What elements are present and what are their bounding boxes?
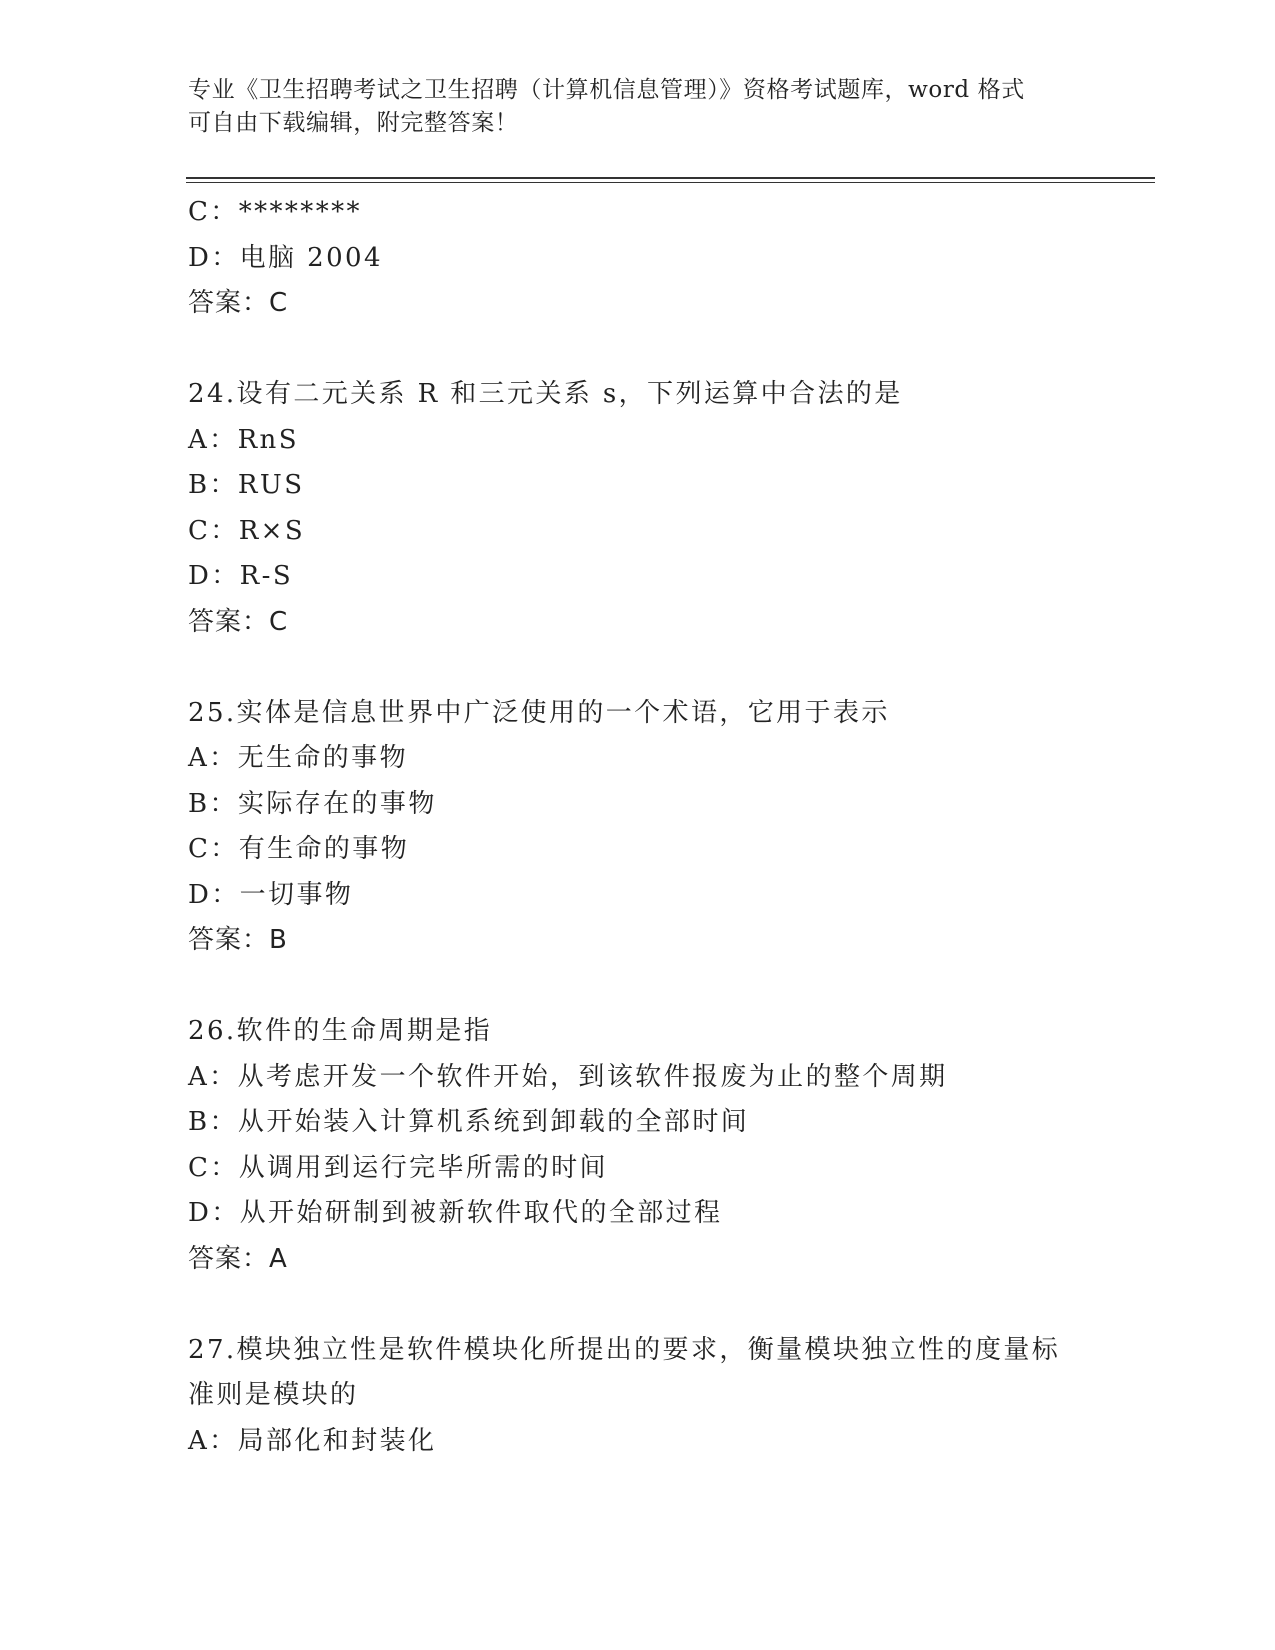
question-text: 25.实体是信息世界中广泛使用的一个术语，它用于表示 [188,697,890,728]
option-line: C：有生命的事物 [188,834,410,864]
option-line: B：RUS [188,470,305,500]
option-line: B：从开始装入计算机系统到卸载的全部时间 [188,1107,750,1137]
option-line: C：******** [188,197,362,227]
option-line: B：实际存在的事物 [188,788,437,819]
option-line: A：局部化和封装化 [188,1425,437,1456]
question-text-continued: 准则是模块的 [188,1380,359,1410]
question-text: 24.设有二元关系 R 和三元关系 s，下列运算中合法的是 [188,379,903,409]
header-line-1: 专业《卫生招聘考试之卫生招聘（计算机信息管理）》资格考试题库，word 格式 [188,77,1025,103]
option-line: A：无生命的事物 [188,743,408,773]
answer-line: 答案：A [188,1243,288,1274]
question-text: 27.模块独立性是软件模块化所提出的要求，衡量模块独立性的度量标 [188,1334,1061,1365]
option-line: C：从调用到运行完毕所需的时间 [188,1152,608,1183]
answer-line: 答案：B [188,925,288,955]
option-line: D：R-S [188,561,294,591]
question-text: 26.软件的生命周期是指 [188,1016,493,1046]
question-content [188,190,1088,1464]
option-line: D：一切事物 [188,879,354,910]
option-line: A：从考虑开发一个软件开始，到该软件报废为止的整个周期 [188,1061,948,1092]
option-line: D：从开始研制到被新软件取代的全部过程 [188,1198,723,1228]
document-header [188,74,1068,140]
header-rule-thick [186,177,1155,179]
answer-line: 答案：C [188,606,289,637]
header-rule-thin [186,182,1155,183]
answer-line: 答案：C [188,288,289,318]
option-line: D：电脑 2004 [188,242,383,273]
option-line: A：RnS [188,424,299,455]
header-line-2: 可自由下载编辑，附完整答案！ [188,110,519,136]
option-line: C：R×S [188,515,306,546]
